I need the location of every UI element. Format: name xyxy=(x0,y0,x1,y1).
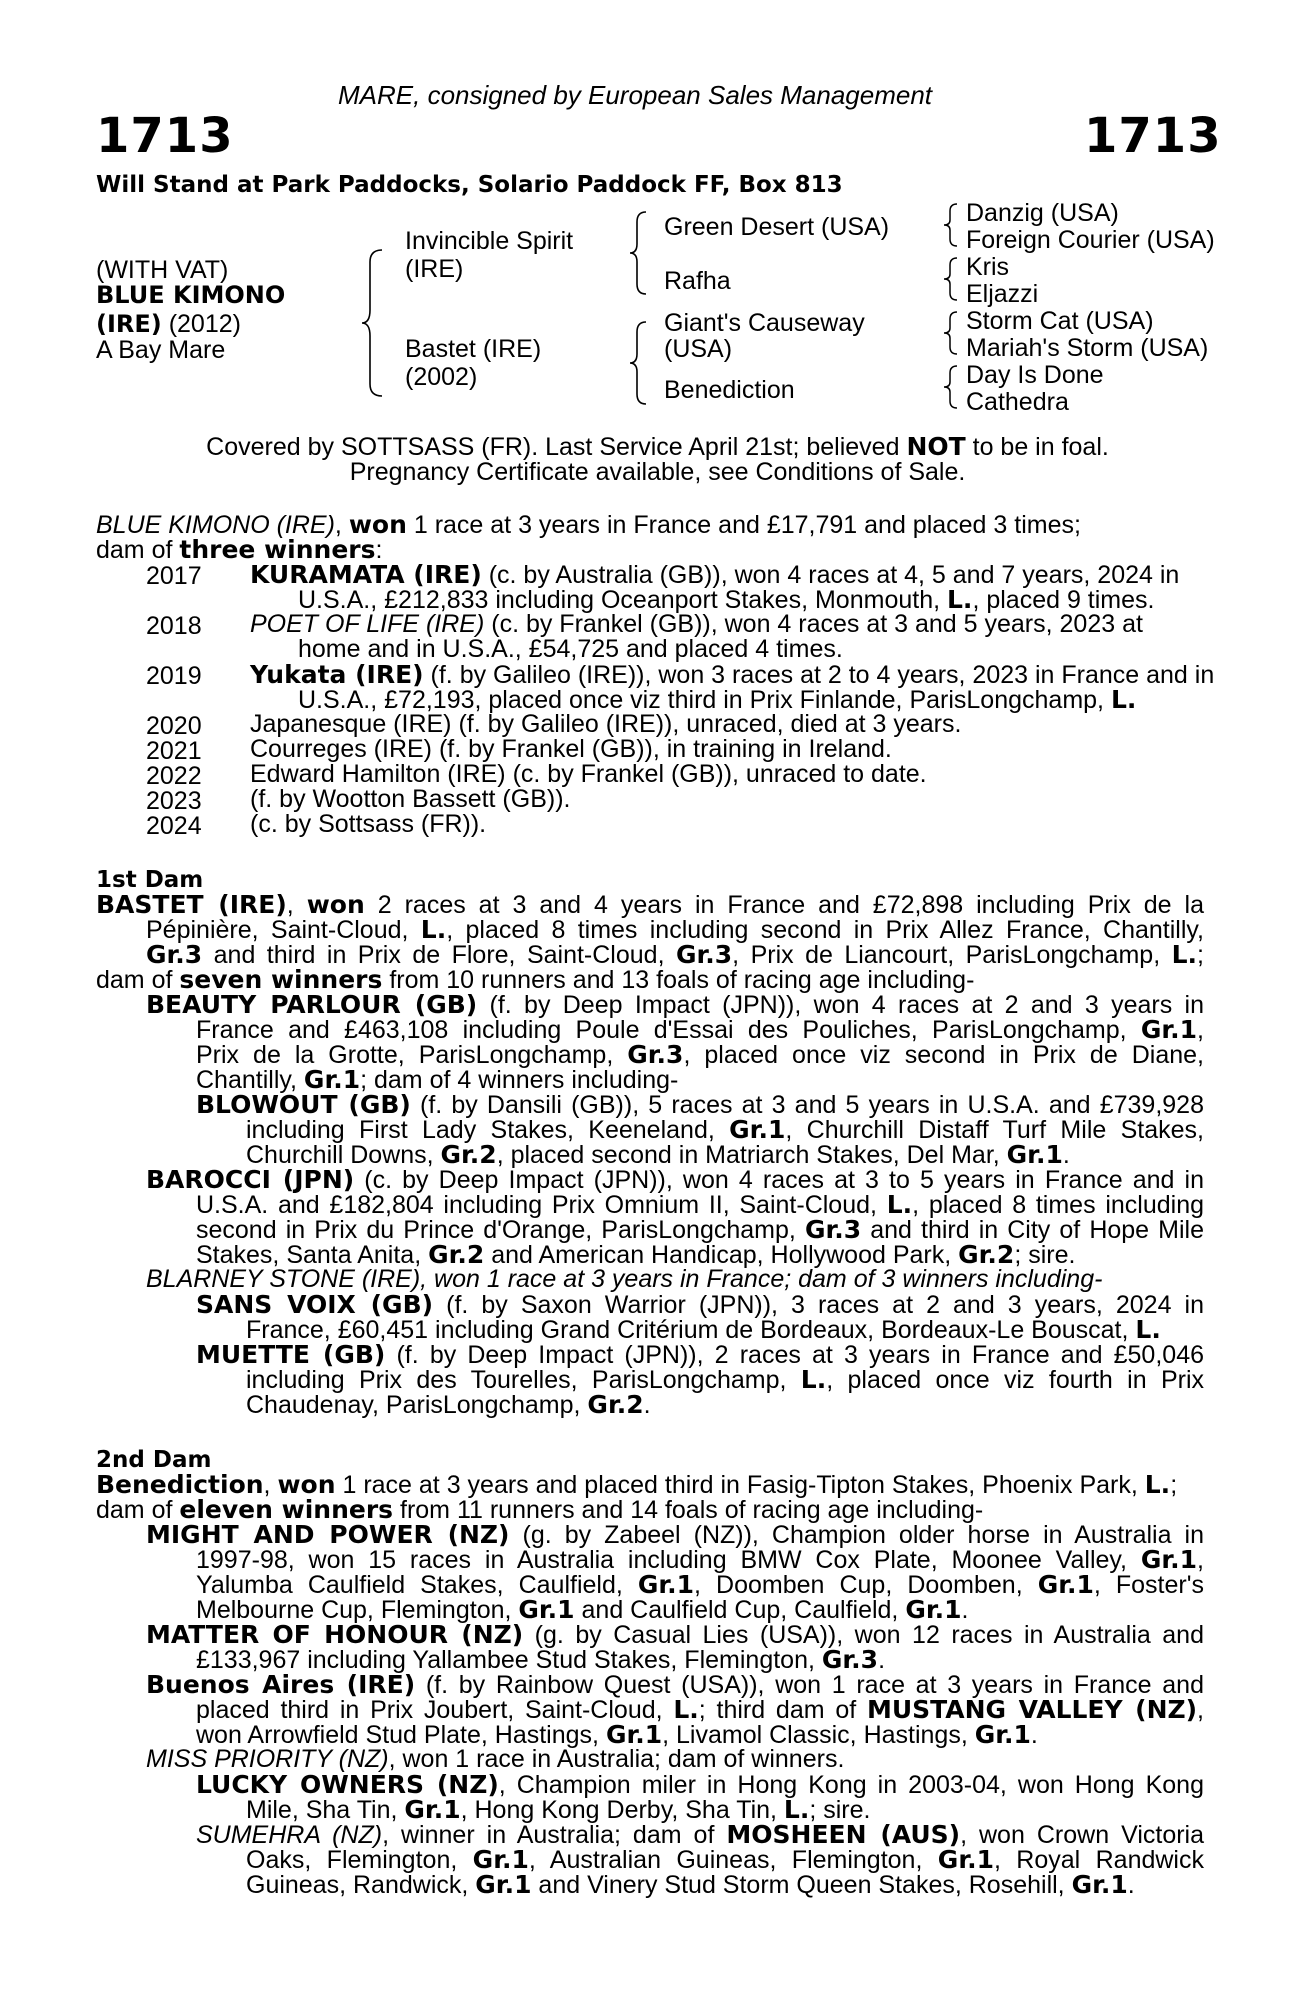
sire-dam: Rafha xyxy=(664,267,731,295)
gsire-6: Mariah's Storm (USA) xyxy=(966,334,1209,362)
progeny-line: Buenos Aires (IRE) (f. by Rainbow Quest (USA)), won 1 race at 3 years in France and xyxy=(146,1670,1204,1699)
progeny-line: BLARNEY STONE (IRE), won 1 race at 3 years in France; dam of 3 winners including- xyxy=(146,1265,1103,1293)
first-dam-line: dam of seven winners from 10 runners and 13 foals of racing age including- xyxy=(96,965,975,994)
gsire-1: Danzig (USA) xyxy=(966,199,1119,227)
progeny-line: MUETTE (GB) (f. by Deep Impact (JPN)), 2 races at 3 years in France and £50,046 xyxy=(196,1340,1204,1369)
foal-record-cont: U.S.A., £212,833 including Oceanport Stakes, Monmouth, L., placed 9 times. xyxy=(298,585,1155,614)
progeny-line: France, £60,451 including Grand Critérium de Bordeaux, Bordeaux-Le Bouscat, L. xyxy=(246,1315,1161,1344)
dam-sire: Giant's Causeway xyxy=(664,309,865,337)
sire-name-suffix: (IRE) xyxy=(405,255,464,283)
horse-name: BLUE KIMONO xyxy=(96,281,286,309)
pedigree-brace-2 xyxy=(630,210,650,296)
progeny-line: including Prix des Tourelles, ParisLongchamp, L., placed once viz fourth in Prix xyxy=(246,1365,1204,1394)
pregnancy-note: Pregnancy Certificate available, see Conditions of Sale. xyxy=(349,458,966,486)
foal-year: 2019 xyxy=(146,662,202,690)
progeny-line: France and £463,108 including Poule d'Essai des Pouliches, ParisLongchamp, Gr.1, xyxy=(196,1015,1204,1044)
progeny-line: MATTER OF HONOUR (NZ) (g. by Casual Lies (USA)), won 12 races in Australia and xyxy=(146,1620,1204,1649)
dam-name: Bastet (IRE) xyxy=(405,335,542,363)
progeny-line: including First Lady Stakes, Keeneland, Gr.1, Churchill Distaff Turf Mile Stakes, xyxy=(246,1115,1205,1144)
consignment-line: MARE, consigned by European Sales Management xyxy=(338,80,933,110)
pedigree-brace-3 xyxy=(630,320,650,406)
progeny-line: £133,967 including Yallambee Stud Stakes, Flemington, Gr.3. xyxy=(196,1645,886,1674)
pedigree-brace-6 xyxy=(944,310,960,356)
progeny-line: LUCKY OWNERS (NZ), Champion miler in Hong Kong in 2003-04, won Hong Kong xyxy=(196,1770,1204,1799)
gsire-3: Kris xyxy=(966,253,1010,281)
foal-record: (c. by Sottsass (FR)). xyxy=(250,810,487,838)
gsire-2: Foreign Courier (USA) xyxy=(966,226,1215,254)
foal-record: Courreges (IRE) (f. by Frankel (GB)), in training in Ireland. xyxy=(250,735,892,763)
sire-name: Invincible Spirit xyxy=(405,227,574,255)
foal-year: 2017 xyxy=(146,562,202,590)
progeny-line: BEAUTY PARLOUR (GB) (f. by Deep Impact (JPN)), won 4 races at 2 and 3 years in xyxy=(146,990,1204,1019)
progeny-line: won Arrowfield Stud Plate, Hastings, Gr.1, Livamol Classic, Hastings, Gr.1. xyxy=(196,1720,1038,1749)
progeny-line: SANS VOIX (GB) (f. by Saxon Warrior (JPN)), 3 races at 2 and 3 years, 2024 in xyxy=(196,1290,1204,1319)
second-dam-line: Benediction, won 1 race at 3 years and placed third in Fasig-Tipton Stakes, Phoenix Park, L.; xyxy=(96,1470,1178,1499)
progeny-line: 1997-98, won 15 races in Australia including BMW Cox Plate, Moonee Valley, Gr.1, xyxy=(196,1545,1204,1574)
vat-note: (WITH VAT) xyxy=(96,256,229,284)
gsire-8: Cathedra xyxy=(966,388,1069,416)
foal-record: Yukata (IRE) (f. by Galileo (IRE)), won 3 races at 2 to 4 years, 2023 in France and in xyxy=(250,660,1215,689)
dam-dam: Benediction xyxy=(664,376,795,404)
pedigree-brace-5 xyxy=(944,256,960,302)
first-dam-line: Gr.3 and third in Prix de Flore, Saint-Cloud, Gr.3, Prix de Liancourt, ParisLongchamp, L.; xyxy=(146,940,1204,969)
second-dam-line: dam of eleven winners from 11 runners and 14 foals of racing age including- xyxy=(96,1495,984,1524)
pedigree-brace-7 xyxy=(944,364,960,410)
foal-year: 2020 xyxy=(146,712,202,740)
progeny-line: placed third in Prix Joubert, Saint-Cloud, L.; third dam of MUSTANG VALLEY (NZ), xyxy=(196,1695,1204,1724)
dam-sire-suffix: (USA) xyxy=(664,335,733,363)
progeny-line: BAROCCI (JPN) (c. by Deep Impact (JPN)), won 4 races at 3 to 5 years in France and in xyxy=(146,1165,1204,1194)
horse-year: (IRE) (2012) xyxy=(96,310,241,338)
progeny-line: Chantilly, Gr.1; dam of 4 winners including- xyxy=(196,1065,679,1094)
progeny-line: Chaudenay, ParisLongchamp, Gr.2. xyxy=(246,1390,651,1419)
foal-year: 2024 xyxy=(146,812,202,840)
lot-number-right: 1713 xyxy=(1084,108,1222,164)
first-dam-line: BASTET (IRE), won 2 races at 3 and 4 years in France and £72,898 including Prix de la xyxy=(96,890,1204,919)
foal-record: Japanesque (IRE) (f. by Galileo (IRE)), unraced, died at 3 years. xyxy=(250,710,962,738)
progeny-line: MISS PRIORITY (NZ), won 1 race in Australia; dam of winners. xyxy=(146,1745,845,1773)
covering-note: Covered by SOTTSASS (FR). Last Service April 21st; believed NOT to be in foal. xyxy=(206,432,1109,461)
progeny-line: Melbourne Cup, Flemington, Gr.1 and Caulfield Cup, Caulfield, Gr.1. xyxy=(196,1595,969,1624)
gsire-4: Eljazzi xyxy=(966,280,1039,308)
foal-year: 2021 xyxy=(146,737,202,765)
foal-record: (f. by Wootton Bassett (GB)). xyxy=(250,785,571,813)
progeny-line: Prix de la Grotte, ParisLongchamp, Gr.3, placed once viz second in Prix de Diane, xyxy=(196,1040,1204,1069)
progeny-line: SUMEHRA (NZ), winner in Australia; dam of MOSHEEN (AUS), won Crown Victoria xyxy=(196,1820,1205,1849)
sire-sire: Green Desert (USA) xyxy=(664,213,890,241)
progeny-line: Stakes, Santa Anita, Gr.2 and American Handicap, Hollywood Park, Gr.2; sire. xyxy=(196,1240,1076,1269)
progeny-line: Yalumba Caulfield Stakes, Caulfield, Gr.1, Doomben Cup, Doomben, Gr.1, Foster's xyxy=(196,1570,1204,1599)
progeny-line: Churchill Downs, Gr.2, placed second in Matriarch Stakes, Del Mar, Gr.1. xyxy=(246,1140,1070,1169)
dam-year: (2002) xyxy=(405,363,478,391)
first-dam-heading: 1st Dam xyxy=(96,867,204,893)
foal-record: Edward Hamilton (IRE) (c. by Frankel (GB)), unraced to date. xyxy=(250,760,927,788)
progeny-line: MIGHT AND POWER (NZ) (g. by Zabeel (NZ)), Champion older horse in Australia in xyxy=(146,1520,1204,1549)
second-dam-heading: 2nd Dam xyxy=(96,1447,212,1473)
progeny-line: BLOWOUT (GB) (f. by Dansili (GB)), 5 races at 3 and 5 years in U.S.A. and £739,928 xyxy=(196,1090,1204,1119)
progeny-line: Mile, Sha Tin, Gr.1, Hong Kong Derby, Sha Tin, L.; sire. xyxy=(246,1795,871,1824)
foal-year: 2022 xyxy=(146,762,202,790)
gsire-5: Storm Cat (USA) xyxy=(966,307,1154,335)
gsire-7: Day Is Done xyxy=(966,361,1104,389)
mare-record-line1: BLUE KIMONO (IRE), won 1 race at 3 years in France and £17,791 and placed 3 times; xyxy=(96,510,1081,539)
horse-description: A Bay Mare xyxy=(96,336,226,364)
foal-record: KURAMATA (IRE) (c. by Australia (GB)), won 4 races at 4, 5 and 7 years, 2024 in xyxy=(250,560,1180,589)
progeny-line: Guineas, Randwick, Gr.1 and Vinery Stud Storm Queen Stakes, Rosehill, Gr.1. xyxy=(246,1870,1135,1899)
first-dam-line: Pépinière, Saint-Cloud, L., placed 8 times including second in Prix Allez France, Chantilly, xyxy=(146,915,1204,944)
foal-record-cont: U.S.A., £72,193, placed once viz third in Prix Finlande, ParisLongchamp, L. xyxy=(298,685,1137,714)
progeny-line: U.S.A. and £182,804 including Prix Omnium II, Saint-Cloud, L., placed 8 times including xyxy=(196,1190,1204,1219)
pedigree-brace-4 xyxy=(944,202,960,248)
foal-record-cont: home and in U.S.A., £54,725 and placed 4 times. xyxy=(298,635,843,663)
foal-year: 2018 xyxy=(146,612,202,640)
mare-record-line2: dam of three winners: xyxy=(96,535,383,564)
foal-year: 2023 xyxy=(146,787,202,815)
stand-location: Will Stand at Park Paddocks, Solario Paddock FF, Box 813 xyxy=(96,172,843,198)
progeny-line: Oaks, Flemington, Gr.1, Australian Guineas, Flemington, Gr.1, Royal Randwick xyxy=(246,1845,1204,1874)
progeny-line: second in Prix du Prince d'Orange, ParisLongchamp, Gr.3 and third in City of Hope Mile xyxy=(196,1215,1205,1244)
foal-record: POET OF LIFE (IRE) (c. by Frankel (GB)), won 4 races at 3 and 5 years, 2023 at xyxy=(250,610,1143,638)
pedigree-brace-1 xyxy=(362,248,386,398)
lot-number-left: 1713 xyxy=(96,108,234,164)
